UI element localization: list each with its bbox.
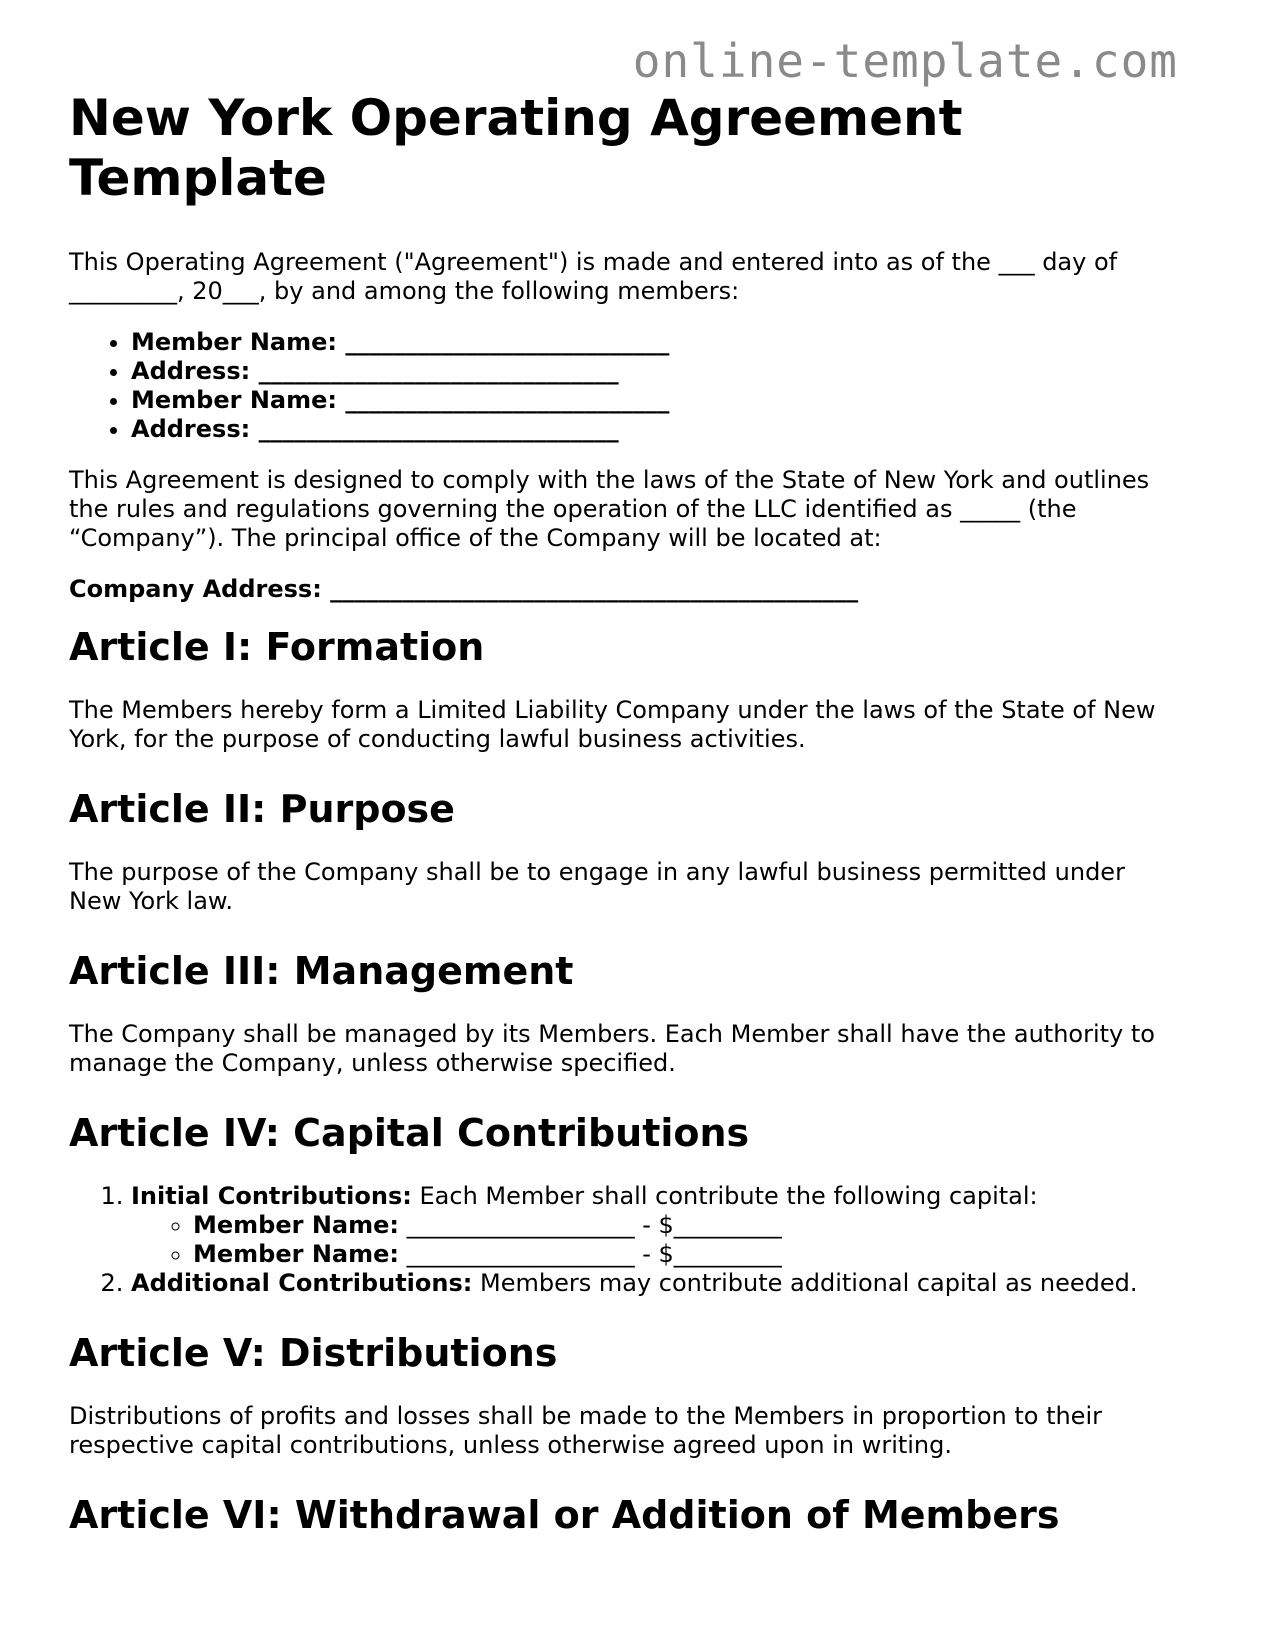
management-line-1: The Company shall be managed by its Members. Each Member shall have the authority to bbox=[69, 1020, 1155, 1048]
contribution-members-list bbox=[131, 1211, 1199, 1269]
list-item bbox=[131, 415, 1199, 444]
list-item bbox=[131, 357, 1199, 386]
purpose-line-2: New York law. bbox=[69, 887, 233, 915]
address-label: Address: bbox=[131, 357, 251, 385]
member-label: Member Name: bbox=[193, 1240, 399, 1268]
address-label: Address: bbox=[131, 415, 251, 443]
document-page bbox=[69, 88, 1199, 1538]
distributions-line-1: Distributions of profits and losses shall be made to the Members in proportion to their bbox=[69, 1402, 1102, 1430]
page-title: New York Operating Agreement Template bbox=[69, 89, 963, 207]
purpose-line-1: The purpose of the Company shall be to engage in any lawful business permitted under bbox=[69, 858, 1125, 886]
article-heading-capital: Article IV: Capital Contributions bbox=[69, 1111, 750, 1155]
contribution-blank: ___________________ - $_________ bbox=[398, 1240, 782, 1268]
compliance-line-1: This Agreement is designed to comply with the laws of the State of New York and outlines bbox=[69, 466, 1150, 494]
list-item bbox=[193, 1240, 1199, 1269]
article-heading-purpose: Article II: Purpose bbox=[69, 787, 455, 831]
member-label: Member Name: bbox=[131, 328, 337, 356]
list-item bbox=[131, 1269, 1199, 1298]
initial-contributions-text: Each Member shall contribute the following capital: bbox=[411, 1182, 1038, 1210]
distributions-line-2: respective capital contributions, unless otherwise agreed upon in writing. bbox=[69, 1431, 953, 1459]
watermark: online-template.com bbox=[632, 34, 1178, 88]
intro-line-1: This Operating Agreement ("Agreement") is made and entered into as of the ___ day of bbox=[69, 248, 1118, 276]
intro-paragraph bbox=[69, 248, 1199, 306]
article-text-formation bbox=[69, 696, 1199, 754]
formation-line-1: The Members hereby form a Limited Liability Company under the laws of the State of New bbox=[69, 696, 1156, 724]
article-text-distributions bbox=[69, 1402, 1199, 1460]
compliance-line-3: “Company”). The principal office of the Company will be located at: bbox=[69, 524, 882, 552]
company-address-label: Company Address: bbox=[69, 575, 322, 603]
compliance-paragraph bbox=[69, 466, 1199, 553]
article-heading-management: Article III: Management bbox=[69, 949, 574, 993]
article-text-purpose bbox=[69, 858, 1199, 916]
article-heading-withdrawal: Article VI: Withdrawal or Addition of Members bbox=[69, 1493, 1060, 1537]
contributions-list bbox=[69, 1182, 1199, 1298]
list-item bbox=[131, 386, 1199, 415]
list-item bbox=[131, 1182, 1199, 1269]
address-blank: ______________________________ bbox=[258, 415, 619, 443]
additional-contributions-label: Additional Contributions: bbox=[131, 1269, 473, 1297]
member-blank: ___________________________ bbox=[345, 386, 670, 414]
member-label: Member Name: bbox=[193, 1211, 399, 1239]
initial-contributions-label: Initial Contributions: bbox=[131, 1182, 412, 1210]
address-blank: ______________________________ bbox=[258, 357, 619, 385]
company-address bbox=[69, 575, 1199, 604]
article-heading-formation: Article I: Formation bbox=[69, 625, 485, 669]
compliance-line-2: the rules and regulations governing the operation of the LLC identified as _____ (the bbox=[69, 495, 1077, 523]
management-line-2: manage the Company, unless otherwise specified. bbox=[69, 1049, 676, 1077]
list-item bbox=[131, 328, 1199, 357]
article-heading-distributions: Article V: Distributions bbox=[69, 1331, 558, 1375]
member-blank: ___________________________ bbox=[345, 328, 670, 356]
formation-line-2: York, for the purpose of conducting lawful business activities. bbox=[69, 725, 806, 753]
additional-contributions-text: Members may contribute additional capital as needed. bbox=[472, 1269, 1138, 1297]
intro-line-2: _________, 20___, by and among the following members: bbox=[69, 277, 740, 305]
article-text-management bbox=[69, 1020, 1199, 1078]
list-item bbox=[193, 1211, 1199, 1240]
company-address-blank: ____________________________________________ bbox=[330, 575, 859, 603]
members-list bbox=[69, 328, 1199, 444]
contribution-blank: ___________________ - $_________ bbox=[398, 1211, 782, 1239]
member-label: Member Name: bbox=[131, 386, 337, 414]
